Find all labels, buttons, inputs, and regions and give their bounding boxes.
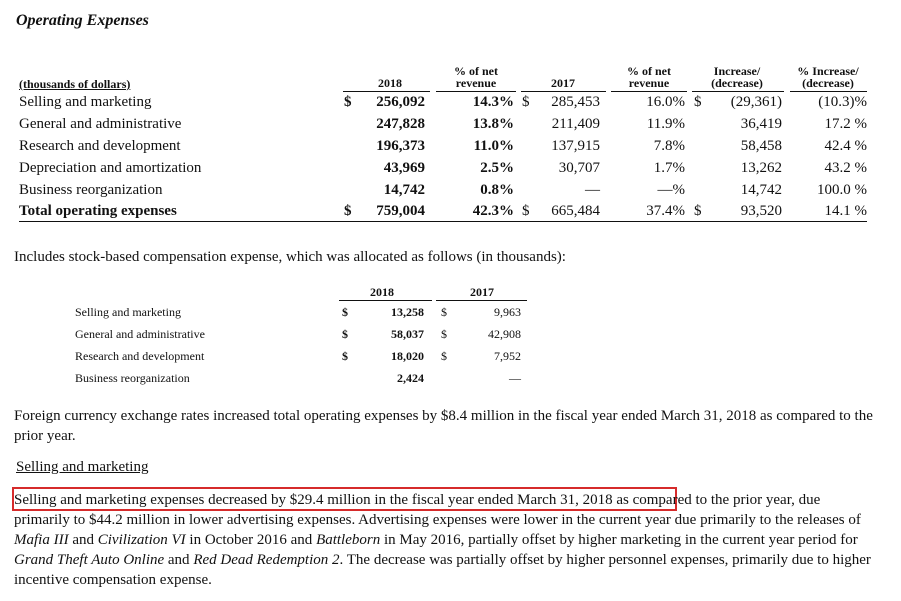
row-label: General and administrative bbox=[19, 116, 182, 132]
pct-2018: 2.5% bbox=[480, 160, 514, 176]
sbc-value-2018: 13,258 bbox=[391, 305, 424, 319]
unit-label: (thousands of dollars) bbox=[19, 77, 131, 91]
total-pct-2017: 37.4% bbox=[646, 203, 685, 219]
header-pct-increase: % Increase/ (decrease) bbox=[797, 64, 859, 90]
currency-sign: $ bbox=[441, 305, 447, 319]
value-2018: 247,828 bbox=[376, 116, 425, 132]
fx-paragraph: Foreign currency exchange rates increased total operating expenses by $8.4 million in the fiscal year ended March 31, 2018 as compared to the prior year. bbox=[14, 408, 873, 444]
value-2017: 137,915 bbox=[551, 138, 600, 154]
total-increase-pct: 14.1 % bbox=[824, 203, 867, 219]
header-2017: 2017 bbox=[551, 76, 575, 90]
total-2017: 665,484 bbox=[551, 203, 600, 219]
row-label: Selling and marketing bbox=[19, 94, 152, 110]
sbc-value-2018: 2,424 bbox=[397, 371, 424, 385]
total-2018: 759,004 bbox=[376, 203, 425, 219]
sbc-value-2017: 42,908 bbox=[488, 327, 521, 341]
currency-sign: $ bbox=[522, 203, 530, 219]
sbc-value-2018: 58,037 bbox=[391, 327, 424, 341]
sbc-row-label: Research and development bbox=[75, 349, 205, 363]
increase-value: 36,419 bbox=[740, 116, 782, 132]
total-increase: 93,520 bbox=[740, 203, 782, 219]
pct-2018: 13.8% bbox=[472, 116, 514, 132]
selling-marketing-heading: Selling and marketing bbox=[16, 459, 149, 475]
sbc-row-label: General and administrative bbox=[75, 327, 205, 341]
currency-sign: $ bbox=[694, 203, 702, 219]
game-title: Civilization VI bbox=[97, 532, 186, 548]
game-title: Mafia III bbox=[14, 532, 69, 548]
currency-sign: $ bbox=[342, 305, 348, 319]
sbc-header-2018: 2018 bbox=[370, 285, 394, 299]
value-2017: — bbox=[585, 182, 600, 198]
pct-2017: 16.0% bbox=[646, 94, 685, 110]
game-title: Battleborn bbox=[316, 532, 381, 548]
increase-pct: (10.3)% bbox=[818, 94, 867, 110]
highlighted-sentence: Selling and marketing expenses decreased by $29.4 million in the fiscal year ended March 31, 2018 bbox=[14, 492, 613, 508]
value-2018: 14,742 bbox=[383, 182, 425, 198]
value-2017: 285,453 bbox=[551, 94, 600, 110]
increase-pct: 17.2 % bbox=[824, 116, 867, 132]
increase-pct: 42.4 % bbox=[824, 138, 867, 154]
sbc-value-2017: 9,963 bbox=[494, 305, 521, 319]
sbc-row-label: Selling and marketing bbox=[75, 305, 181, 319]
pct-2017: 7.8% bbox=[653, 138, 685, 154]
increase-value: 14,742 bbox=[740, 182, 782, 198]
currency-sign: $ bbox=[344, 203, 352, 219]
value-2017: 30,707 bbox=[558, 160, 600, 176]
value-2018: 43,969 bbox=[383, 160, 425, 176]
increase-value: 58,458 bbox=[740, 138, 782, 154]
sbc-value-2018: 18,020 bbox=[391, 349, 424, 363]
pct-2017: 1.7% bbox=[653, 160, 685, 176]
game-title: Red Dead Redemption 2 bbox=[193, 552, 340, 568]
increase-value: (29,361) bbox=[730, 94, 782, 110]
increase-pct: 43.2 % bbox=[824, 160, 867, 176]
value-2018: 196,373 bbox=[376, 138, 425, 154]
section-title: Operating Expenses bbox=[16, 12, 149, 29]
currency-sign: $ bbox=[441, 327, 447, 341]
pct-2017: 11.9% bbox=[646, 116, 685, 132]
pct-2018: 11.0% bbox=[473, 138, 514, 154]
currency-sign: $ bbox=[522, 94, 530, 110]
currency-sign: $ bbox=[342, 327, 348, 341]
increase-pct: 100.0 % bbox=[817, 182, 867, 198]
row-label: Depreciation and amortization bbox=[19, 160, 202, 176]
currency-sign: $ bbox=[694, 94, 702, 110]
currency-sign: $ bbox=[344, 94, 352, 110]
sbc-value-2017: 7,952 bbox=[494, 349, 521, 363]
header-2018: 2018 bbox=[378, 76, 402, 90]
game-title: Grand Theft Auto Online bbox=[14, 552, 165, 568]
total-label: Total operating expenses bbox=[19, 203, 177, 219]
pct-2017: —% bbox=[657, 182, 685, 198]
pct-2018: 14.3% bbox=[472, 94, 514, 110]
value-2017: 211,409 bbox=[551, 116, 600, 132]
selling-marketing-paragraph: Selling and marketing expenses decreased by $29.4 million in the fiscal year ended March 31, 2018 as compared to the prior year, due primarily to $44.2 million in lower advertising expenses. Advertising expenses were lower in the current year due primarily to the releases of Mafia III and Civilization VI in October 2016 and Battleborn in May 2016, partially offset by higher marketing in the current year period for Grand Theft Auto Online and Red Dead Redemption 2. The decrease was partially offset by higher personnel expenses, primarily due to higher incentive compensation expense. bbox=[14, 492, 871, 588]
header-pct-2017: % of net revenue bbox=[627, 64, 671, 90]
value-2018: 256,092 bbox=[376, 94, 425, 110]
row-label: Business reorganization bbox=[19, 182, 163, 198]
currency-sign: $ bbox=[342, 349, 348, 363]
header-pct-2018: % of net revenue bbox=[454, 64, 498, 90]
increase-value: 13,262 bbox=[740, 160, 782, 176]
sbc-row-label: Business reorganization bbox=[75, 371, 190, 385]
sbc-intro: Includes stock-based compensation expense, which was allocated as follows (in thousands): bbox=[14, 249, 566, 265]
sbc-value-2017: — bbox=[509, 371, 521, 385]
row-label: Research and development bbox=[19, 138, 181, 154]
sbc-header-2017: 2017 bbox=[470, 285, 494, 299]
currency-sign: $ bbox=[441, 349, 447, 363]
total-pct-2018: 42.3% bbox=[472, 203, 514, 219]
header-increase: Increase/ (decrease) bbox=[711, 64, 763, 90]
pct-2018: 0.8% bbox=[480, 182, 514, 198]
